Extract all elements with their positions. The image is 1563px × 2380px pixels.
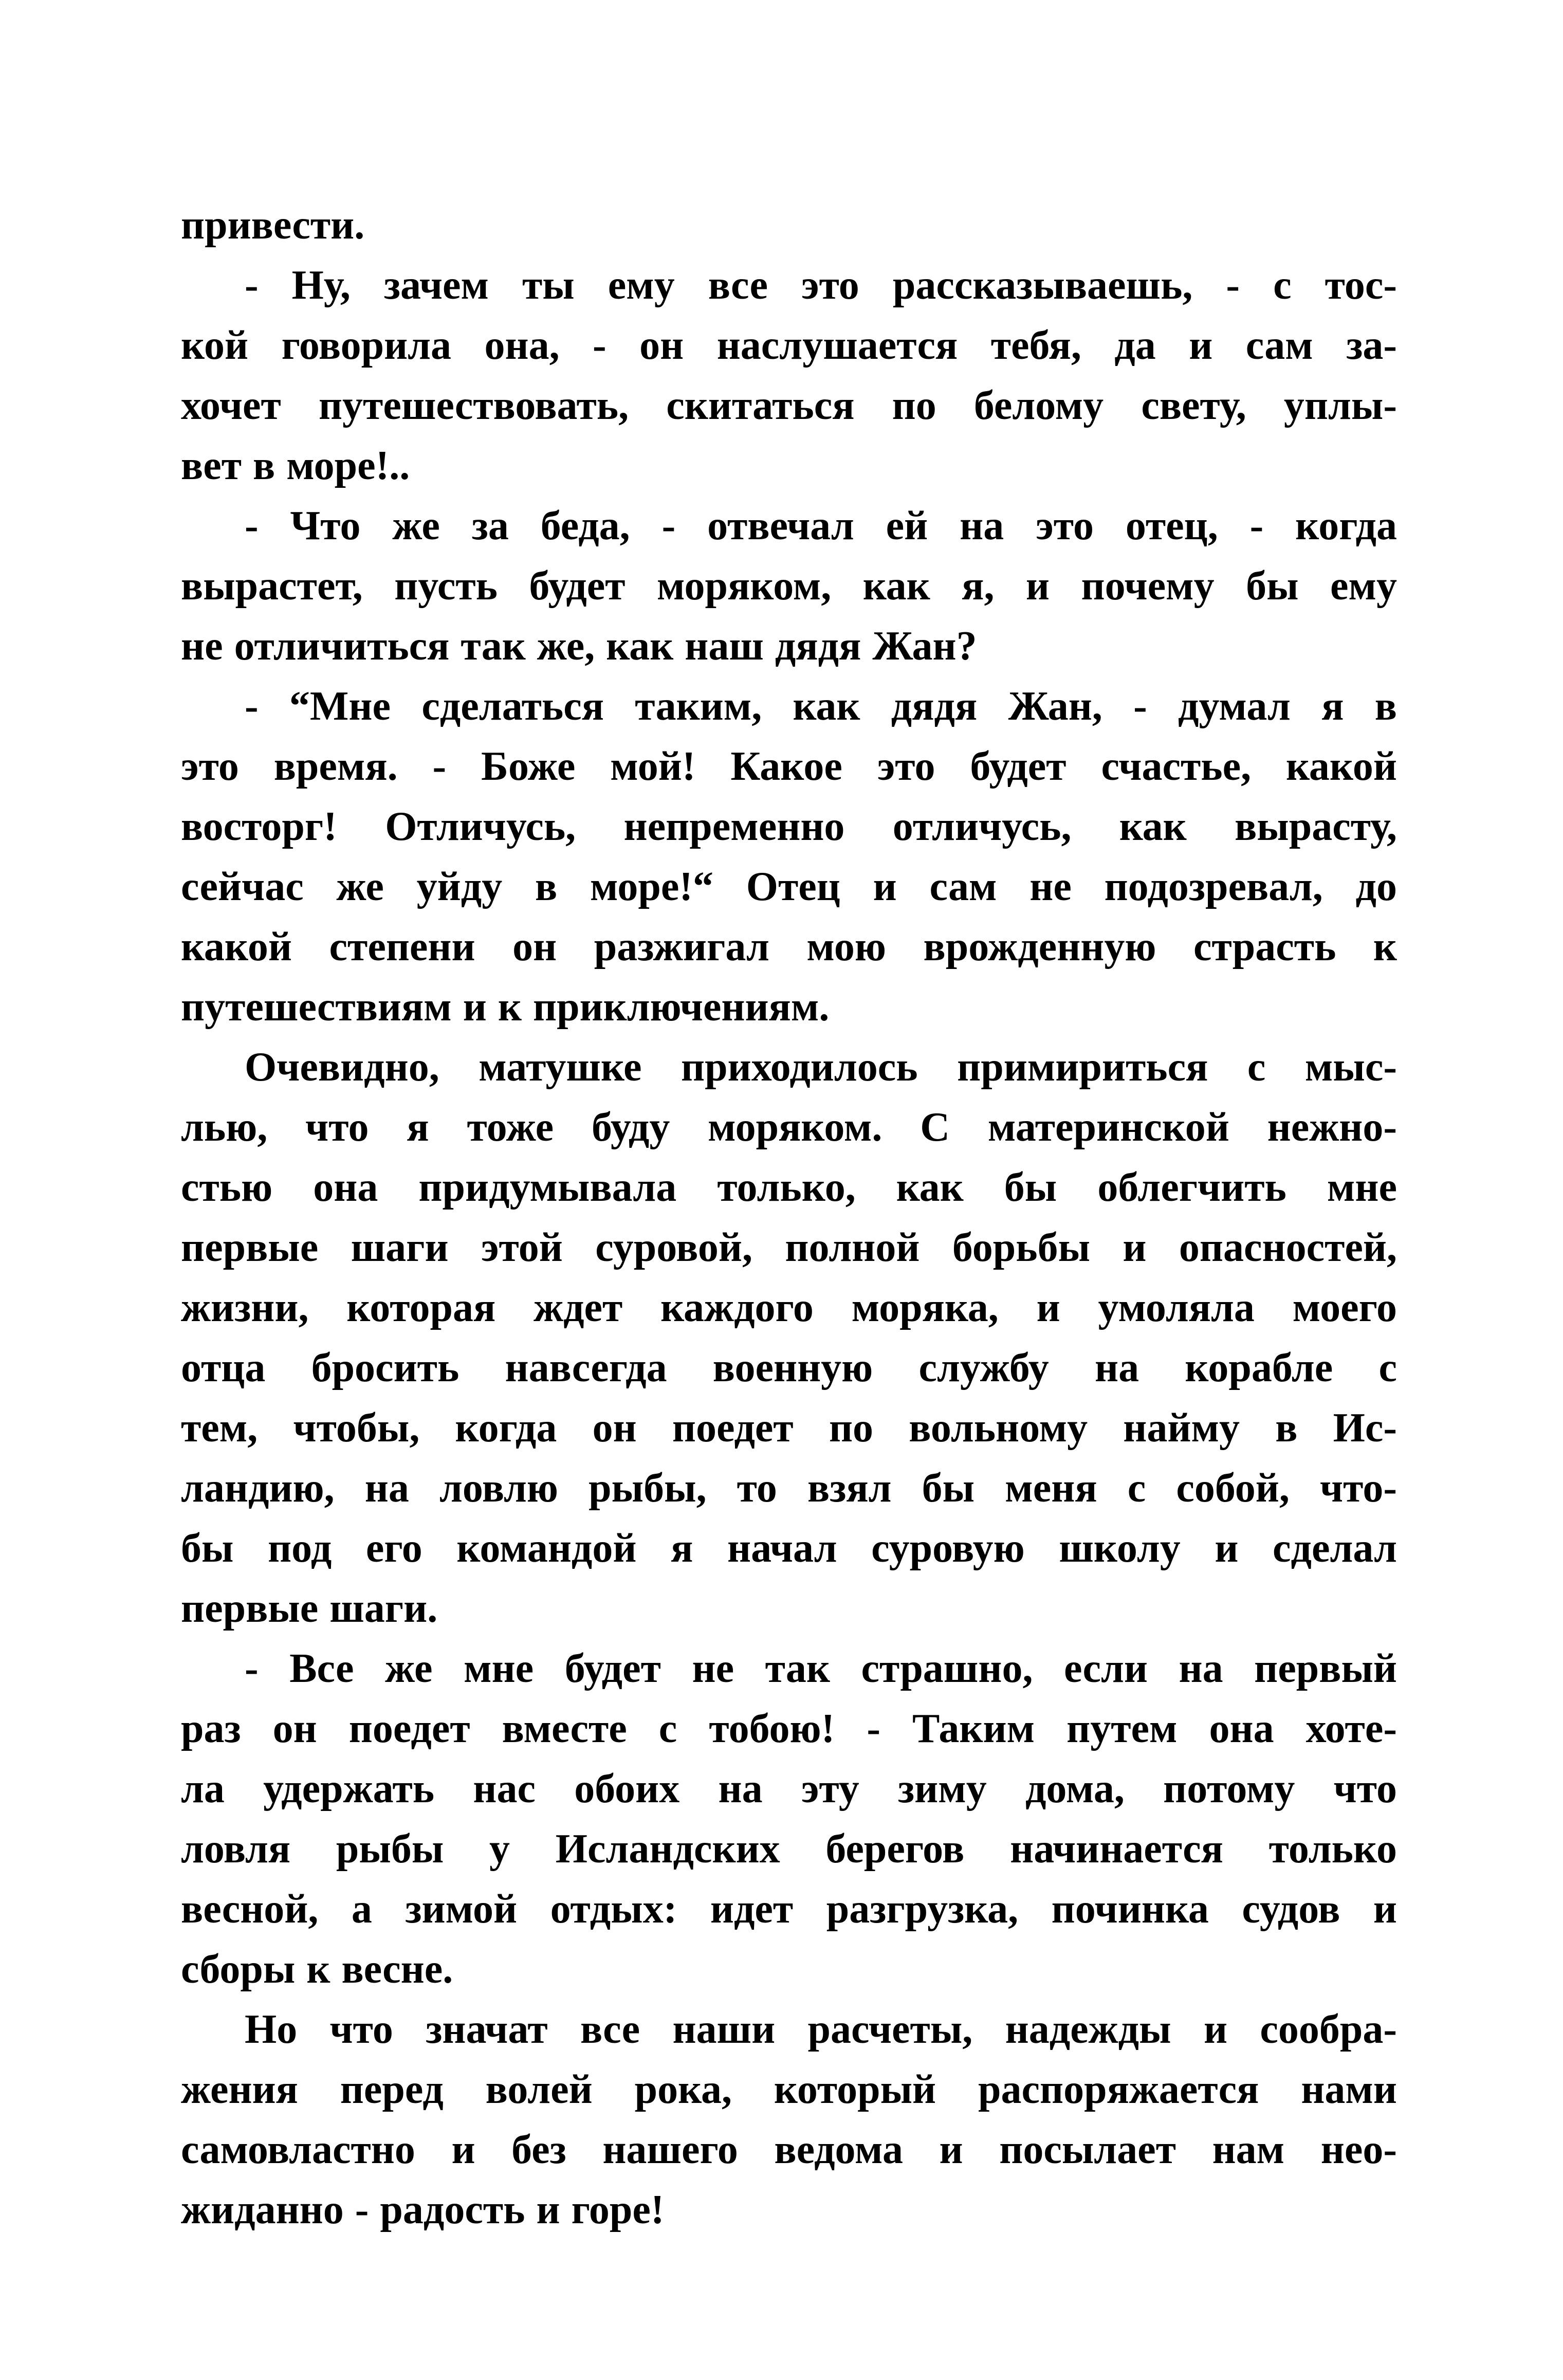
text-line: бы под его командой я начал суровую школу и сделал bbox=[181, 1526, 1397, 1571]
text-line: кой говорила она, - он наслушается тебя, да и сам за- bbox=[181, 323, 1397, 368]
text-line: - Все же мне будет не так страшно, если на первый bbox=[245, 1646, 1397, 1691]
text-line: жения перед волей рока, который распоряжается нами bbox=[181, 2067, 1397, 2112]
text-line: жиданно - радость и горе! bbox=[181, 2187, 665, 2232]
paragraph bbox=[181, 676, 1397, 1037]
text-line: хочет путешествовать, скитаться по белому свету, уплы- bbox=[181, 383, 1397, 428]
text-line: первые шаги этой суровой, полной борьбы и опасностей, bbox=[181, 1225, 1397, 1270]
text-line: вырастет, пусть будет моряком, как я, и почему бы ему bbox=[181, 563, 1397, 609]
paragraph bbox=[181, 255, 1397, 496]
text-line: - Ну, зачем ты ему все это рассказываешь, - с тос- bbox=[245, 263, 1397, 308]
text-line: какой степени он разжигал мою врожденную страсть к bbox=[181, 924, 1397, 969]
text-line: лью, что я тоже буду моряком. С материнской нежно- bbox=[181, 1105, 1397, 1150]
text-line: стью она придумывала только, как бы облегчить мне bbox=[181, 1165, 1397, 1210]
text-line: - Что же за беда, - отвечал ей на это отец, - когда bbox=[245, 503, 1397, 548]
page-body-text bbox=[181, 195, 1397, 2240]
text-line: первые шаги. bbox=[181, 1586, 438, 1631]
text-line: ла удержать нас обоих на эту зиму дома, потому что bbox=[181, 1766, 1397, 1811]
paragraph bbox=[181, 1037, 1397, 1639]
text-line: жизни, которая ждет каждого моряка, и умоляла моего bbox=[181, 1285, 1397, 1330]
text-line: восторг! Отличусь, непременно отличусь, как вырасту, bbox=[181, 804, 1397, 849]
text-line: привести. bbox=[181, 203, 365, 248]
text-line: вет в море!.. bbox=[181, 443, 410, 488]
paragraph bbox=[181, 2000, 1397, 2240]
text-line: тем, чтобы, когда он поедет по вольному найму в Ис- bbox=[181, 1405, 1397, 1451]
text-line: Очевидно, матушке приходилось примириться с мыс- bbox=[245, 1045, 1397, 1090]
text-line: весной, а зимой отдых: идет разгрузка, починка судов и bbox=[181, 1887, 1397, 1932]
text-line: это время. - Боже мой! Какое это будет счастье, какой bbox=[181, 744, 1397, 789]
text-line: отца бросить навсегда военную службу на корабле с bbox=[181, 1345, 1397, 1390]
text-line: сейчас же уйду в море!“ Отец и сам не подозревал, до bbox=[181, 864, 1397, 909]
text-line: самовластно и без нашего ведома и посылает нам нео- bbox=[181, 2127, 1397, 2172]
paragraph bbox=[181, 1639, 1397, 2000]
text-line: - “Мне сделаться таким, как дядя Жан, - думал я в bbox=[245, 684, 1397, 729]
text-line: ландию, на ловлю рыбы, то взял бы меня с собой, что- bbox=[181, 1466, 1397, 1511]
text-line: раз он поедет вместе с тобою! - Таким путем она хоте- bbox=[181, 1706, 1397, 1751]
text-line: путешествиям и к приключениям. bbox=[181, 984, 830, 1030]
text-line: сборы к весне. bbox=[181, 1947, 453, 1992]
text-line: ловля рыбы у Исландских берегов начинается только bbox=[181, 1826, 1397, 1872]
paragraph bbox=[181, 195, 1397, 255]
paragraph bbox=[181, 496, 1397, 676]
text-line: не отличиться так же, как наш дядя Жан? bbox=[181, 624, 977, 669]
text-line: Но что значат все наши расчеты, надежды и сообра- bbox=[245, 2007, 1397, 2052]
